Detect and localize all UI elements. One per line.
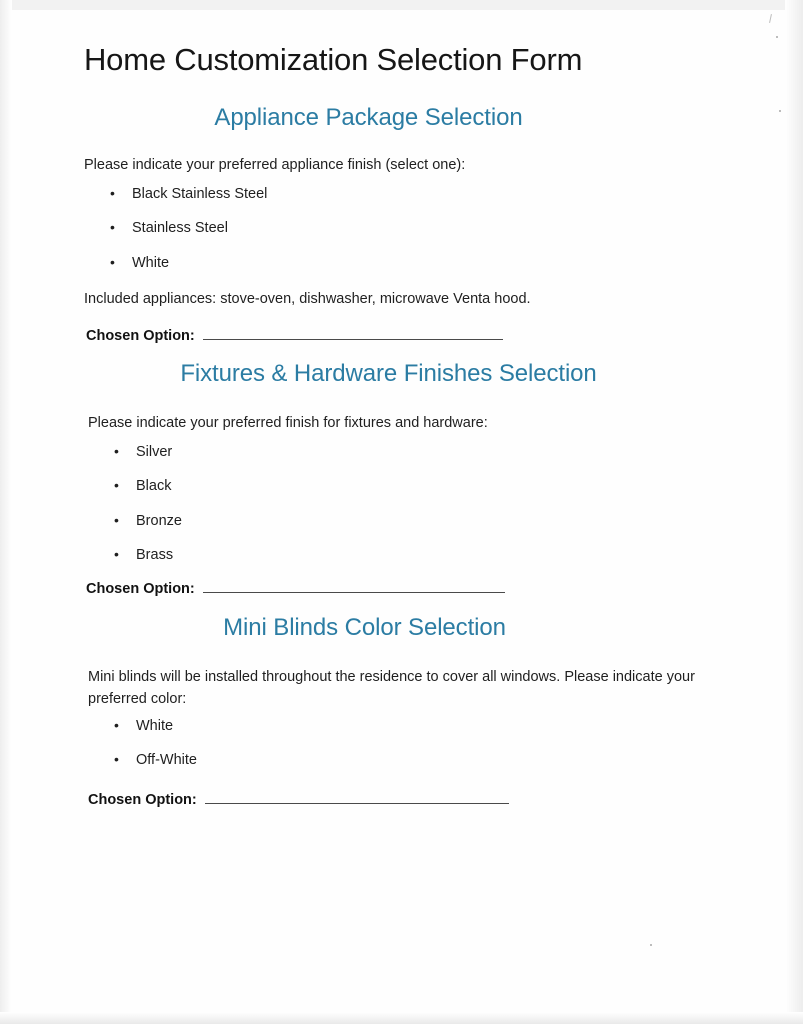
scan-speck bbox=[650, 944, 652, 946]
appliance-finish-options bbox=[84, 186, 267, 289]
section-intro-text: Please indicate your preferred appliance finish (select one): bbox=[84, 157, 466, 173]
list-item[interactable]: • White bbox=[84, 255, 267, 272]
section-intro-text: Mini blinds will be installed throughout the residence to cover all windows. Please indicate your preferred color: bbox=[88, 669, 695, 708]
chosen-option-row bbox=[86, 326, 503, 344]
list-item[interactable]: • Bronze bbox=[88, 513, 182, 530]
list-item[interactable]: • Black bbox=[88, 478, 182, 495]
list-item[interactable]: • Off-White bbox=[88, 752, 197, 769]
list-item[interactable]: • Brass bbox=[88, 547, 182, 564]
chosen-option-input[interactable] bbox=[203, 326, 503, 340]
scan-edge-top bbox=[0, 0, 803, 10]
section-heading: Appliance Package Selection bbox=[214, 104, 523, 131]
chosen-option-input[interactable] bbox=[203, 579, 505, 593]
list-item[interactable]: • Black Stainless Steel bbox=[84, 186, 267, 203]
section-intro-text: Please indicate your preferred finish for fixtures and hardware: bbox=[88, 415, 488, 431]
included-appliances-note: Included appliances: stove-oven, dishwasher, microwave Venta hood. bbox=[84, 291, 531, 307]
chosen-option-label: Chosen Option: bbox=[86, 581, 195, 597]
fixtures-finish-options bbox=[88, 444, 182, 582]
chosen-option-label: Chosen Option: bbox=[86, 328, 195, 344]
scan-edge-right bbox=[785, 0, 803, 1024]
list-item[interactable]: • White bbox=[88, 718, 197, 735]
scan-edge-left bbox=[0, 0, 12, 1024]
list-item[interactable]: • Silver bbox=[88, 444, 182, 461]
section-fixtures-hardware bbox=[0, 360, 803, 597]
chosen-option-row bbox=[88, 790, 509, 808]
chosen-option-input[interactable] bbox=[205, 790, 509, 804]
mini-blinds-color-options bbox=[88, 718, 197, 787]
scan-edge-bottom bbox=[0, 1012, 803, 1024]
page-title: Home Customization Selection Form bbox=[84, 42, 583, 77]
scan-speck bbox=[776, 36, 778, 38]
scan-speck bbox=[769, 14, 772, 23]
chosen-option-row bbox=[86, 579, 505, 597]
section-appliance-package bbox=[0, 104, 803, 344]
section-mini-blinds bbox=[0, 614, 803, 808]
section-heading: Mini Blinds Color Selection bbox=[223, 614, 506, 641]
chosen-option-label: Chosen Option: bbox=[88, 792, 197, 808]
list-item[interactable]: • Stainless Steel bbox=[84, 220, 267, 237]
section-heading: Fixtures & Hardware Finishes Selection bbox=[180, 360, 597, 387]
